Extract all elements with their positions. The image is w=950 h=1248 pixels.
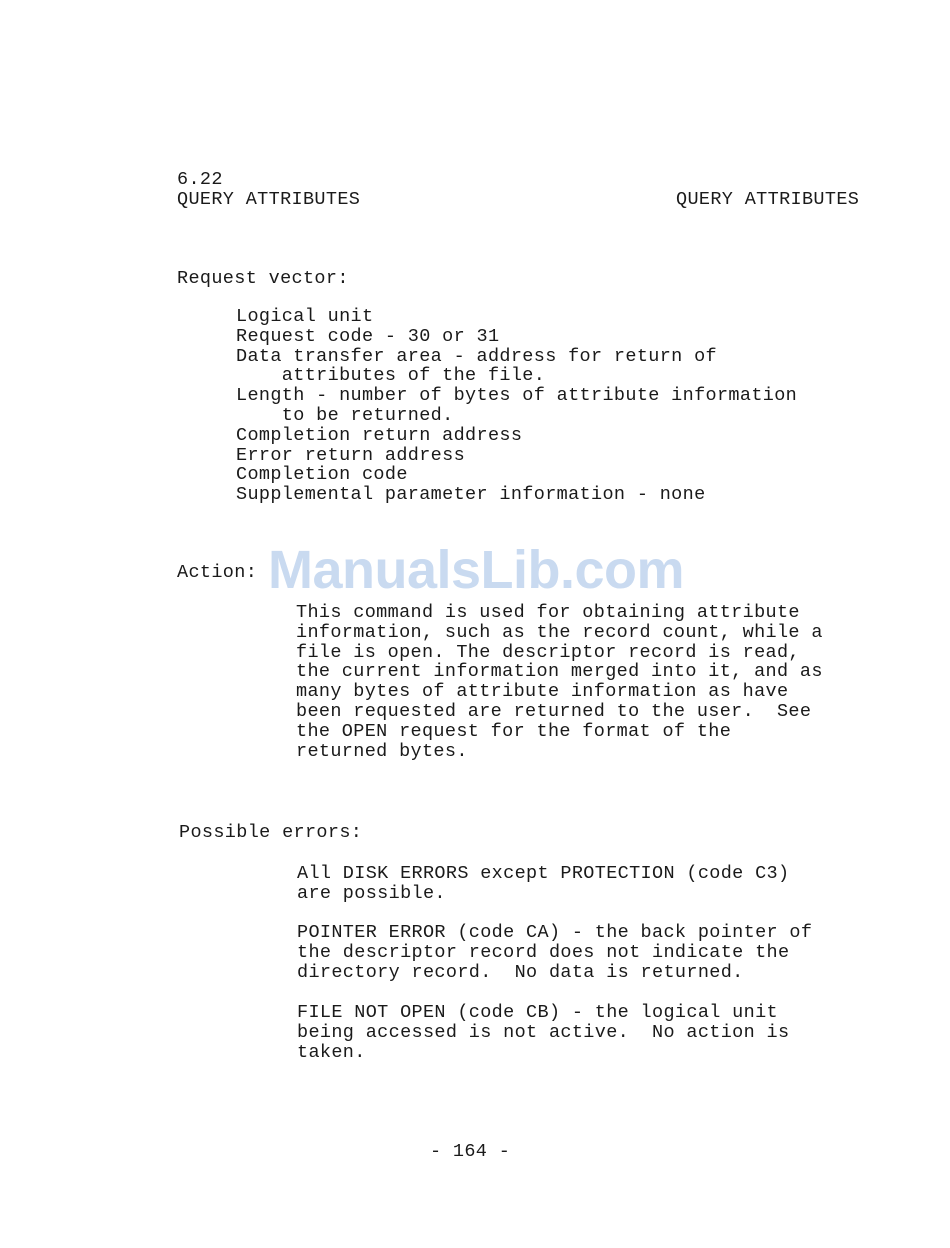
request-vector-line: to be returned. <box>236 404 454 426</box>
action-line: This command is used for obtaining attribute <box>296 602 800 623</box>
action-description <box>296 603 823 761</box>
section-title-left: QUERY ATTRIBUTES <box>177 189 361 210</box>
action-line: file is open. The descriptor record is read, <box>296 641 800 663</box>
action-line: the OPEN request for the format of the <box>296 720 732 742</box>
request-vector-line: Completion code <box>236 464 408 486</box>
error-line: the descriptor record does not indicate the <box>297 941 790 963</box>
request-vector-line: Logical unit <box>236 306 374 327</box>
page-number: - 164 - <box>430 1141 511 1162</box>
section-title-right: QUERY ATTRIBUTES <box>676 189 860 210</box>
error-line: are possible. <box>297 882 446 904</box>
error-line: POINTER ERROR (code CA) - the back pointer of <box>297 922 813 943</box>
request-vector-list <box>236 307 797 505</box>
manualslib-watermark: ManualsLib.com <box>268 540 685 600</box>
request-vector-line: Supplemental parameter information - none <box>236 484 706 506</box>
request-vector-line: Request code - 30 or 31 <box>236 325 500 347</box>
request-vector-line: Data transfer area - address for return of <box>236 345 717 367</box>
error-line: directory record. No data is returned. <box>297 961 744 983</box>
action-line: been requested are returned to the user. See <box>296 700 812 722</box>
error-line: All DISK ERRORS except PROTECTION (code C3) <box>297 863 790 884</box>
error-paragraph-pointer <box>297 923 812 982</box>
action-heading: Action: <box>177 562 258 583</box>
request-vector-line: attributes of the file. <box>236 365 546 387</box>
request-vector-line: Error return address <box>236 444 466 466</box>
request-vector-line: Length - number of bytes of attribute information <box>236 385 798 407</box>
error-paragraph-disk <box>297 864 789 904</box>
action-line: the current information merged into it, and as <box>296 661 823 683</box>
action-line: returned bytes. <box>296 740 468 762</box>
error-line: being accessed is not active. No action is <box>297 1021 790 1043</box>
action-line: many bytes of attribute information as have <box>296 681 789 703</box>
section-number: 6.22 <box>177 169 223 190</box>
error-paragraph-file-not-open <box>297 1003 789 1062</box>
error-line: taken. <box>297 1041 366 1063</box>
action-line: information, such as the record count, while a <box>296 621 823 643</box>
request-vector-line: Completion return address <box>236 424 523 446</box>
error-line: FILE NOT OPEN (code CB) - the logical unit <box>297 1002 778 1023</box>
possible-errors-heading: Possible errors: <box>179 822 363 843</box>
request-vector-heading: Request vector: <box>177 268 349 289</box>
